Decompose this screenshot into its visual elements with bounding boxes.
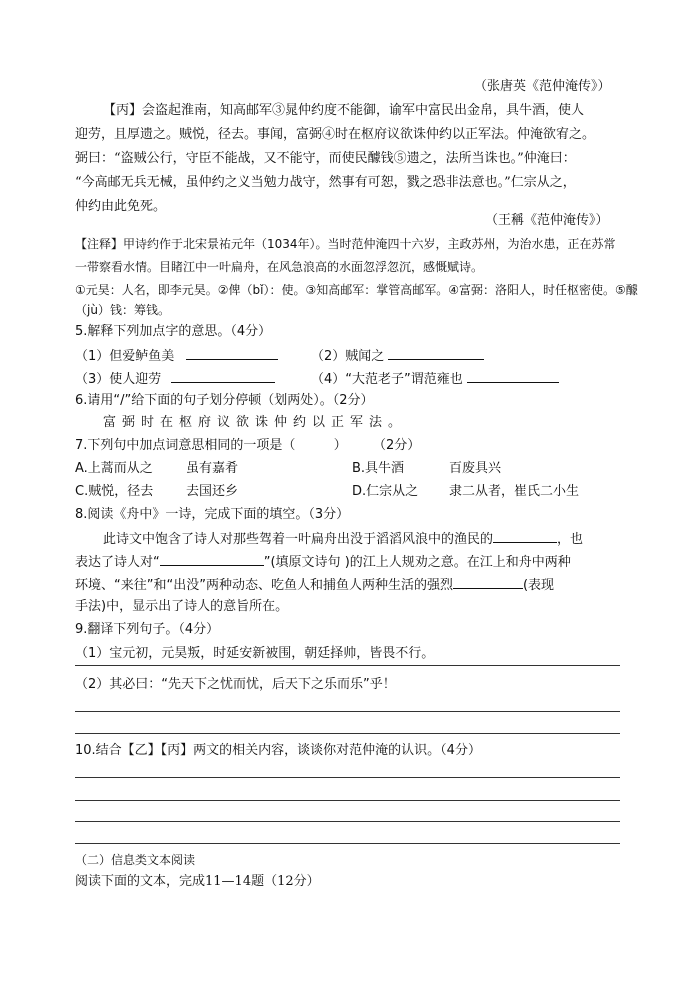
- q5-item-4: [311, 369, 559, 389]
- note-line-4: （jù）钱：筹钱。: [75, 303, 170, 317]
- q7-close-paren: ）: [333, 438, 347, 453]
- q5-blank-2[interactable]: [388, 346, 484, 360]
- note-line-1: 【注释】甲诗约作于北宋景祐元年（1034年）。当时范仲淹四十六岁，主政苏州，为治水患，正在苏常: [75, 237, 616, 251]
- q9-sentence-2: （2）其必曰：“先天下之忧而忧，后天下之乐而乐”乎！: [75, 677, 396, 692]
- q8-title: 8.阅读《舟中》一诗，完成下面的填空。（3分）: [75, 507, 350, 522]
- note-line-3: ①元昊：人名，即李元昊。②俾（bǐ）：使。③知高邮军：掌管高邮军。④富弼：洛阳人，时任枢密使。⑤醵: [75, 283, 638, 297]
- q8-line-2-b: ”(填原文诗句 )的江上人规劝之意。在江上和舟中两种: [263, 555, 571, 570]
- bing-line-4: “今高邮无兵无械，虽仲约之义当勉力战守，然事有可恕，戮之恐非法意也。”仁宗从之，: [75, 175, 576, 190]
- q8-line-1-b: ，也: [557, 532, 584, 547]
- q5-item-4-text: （4）“大范老子”谓范雍也: [311, 372, 463, 387]
- q7-title: [75, 437, 420, 455]
- q5-item-1-text: （1）但爱鲈鱼美: [75, 349, 175, 364]
- q10-answer-line-4[interactable]: [75, 843, 620, 844]
- q5-item-3: [75, 369, 275, 389]
- q5-blank-1[interactable]: [186, 346, 278, 360]
- q9-sentence-1: （1）宝元初，元昊叛，时延安新被围，朝廷择帅，皆畏不行。: [75, 646, 435, 661]
- note-line-2: 一带察看水情。目睹江中一叶扁舟，在风急浪高的水面忽浮忽沉，感慨赋诗。: [75, 260, 484, 274]
- q8-blank-3[interactable]: [453, 575, 523, 589]
- q6-title: 6.请用“/”给下面的句子划分停顿（划两处）。（2分）: [75, 393, 374, 408]
- q8-line-3-b: (表现: [522, 578, 555, 593]
- q7-option-b: B.具牛酒: [352, 461, 405, 476]
- source-wang: （王稱《范仲淹传》）: [485, 213, 609, 228]
- q7-option-c: C.贼悦，径去: [75, 484, 154, 499]
- q8-line-1: [103, 529, 583, 549]
- q8-line-3: [75, 575, 554, 595]
- q7-option-d: D.仁宗从之: [352, 484, 419, 499]
- q8-line-3-a: 环境、“来往”和“出没”两种动态、吃鱼人和捕鱼人两种生活的强烈: [75, 578, 453, 593]
- q10-answer-line-3[interactable]: [75, 821, 620, 822]
- section-2-title: （二）信息类文本阅读: [75, 853, 196, 867]
- section-2-instruction: 阅读下面的文本，完成11—14题（12分）: [75, 874, 320, 889]
- q9-answer-line-2[interactable]: [75, 711, 620, 712]
- q9-answer-line-1[interactable]: [75, 665, 620, 666]
- q5-blank-4[interactable]: [467, 369, 559, 383]
- q7-score: （2分）: [372, 438, 421, 453]
- q7-option-a-pair: 虽有嘉肴: [186, 461, 239, 476]
- q8-blank-2[interactable]: [160, 552, 264, 566]
- q5-item-1: [75, 346, 278, 366]
- source-zhang: （张唐英《范仲淹传》）: [474, 79, 611, 94]
- q7-option-c-pair: 去国还乡: [186, 484, 239, 499]
- bing-line-2: 迎劳，且厚遗之。贼悦，径去。事闻，富弼④时在枢府议欲诛仲约以正军法。仲淹欲宥之。: [75, 127, 596, 142]
- bing-line-3: 弼曰：“盗贼公行，守臣不能战，又不能守，而使民醵钱⑤遗之，法所当诛也。”仲淹曰：: [75, 151, 576, 166]
- q8-blank-1[interactable]: [493, 529, 557, 543]
- q5-blank-3[interactable]: [171, 369, 275, 383]
- q5-title: 5.解释下列加点字的意思。（4分）: [75, 324, 272, 339]
- q8-line-4: 手法)中，显示出了诗人的意旨所在。: [75, 599, 289, 614]
- bing-line-1: 【丙】会盗起淮南，知高邮军③晁仲约度不能御，谕军中富民出金帛，具牛酒，使人: [103, 103, 585, 118]
- q10-answer-line-1[interactable]: [75, 777, 620, 778]
- q7-title-text: 7.下列句中加点词意思相同的一项是（: [75, 438, 296, 453]
- q8-line-2: [75, 552, 571, 572]
- q7-option-d-pair: 隶二从者，崔氏二小生: [449, 484, 580, 499]
- q10-title: 10.结合【乙】【丙】两文的相关内容，谈谈你对范仲淹的认识。（4分）: [75, 743, 481, 758]
- q5-item-2: [311, 346, 484, 366]
- bing-line-5: 仲约由此免死。: [75, 199, 167, 214]
- q9-title: 9.翻译下列句子。（4分）: [75, 622, 220, 637]
- q6-sentence: 富弼时在枢府议欲诛仲约以正军法。: [103, 415, 408, 430]
- q9-answer-line-3[interactable]: [75, 733, 620, 734]
- q7-option-b-pair: 百废具兴: [449, 461, 502, 476]
- q5-item-2-text: （2）贼闻之: [311, 349, 385, 364]
- q10-answer-line-2[interactable]: [75, 800, 620, 801]
- q8-line-2-a: 表达了诗人对“: [75, 555, 160, 570]
- q5-item-3-text: （3）使人迎劳: [75, 372, 162, 387]
- q8-line-1-a: 此诗文中饱含了诗人对那些驾着一叶扁舟出没于滔滔风浪中的渔民的: [103, 532, 494, 547]
- q7-option-a: A.上蒿而从之: [75, 461, 153, 476]
